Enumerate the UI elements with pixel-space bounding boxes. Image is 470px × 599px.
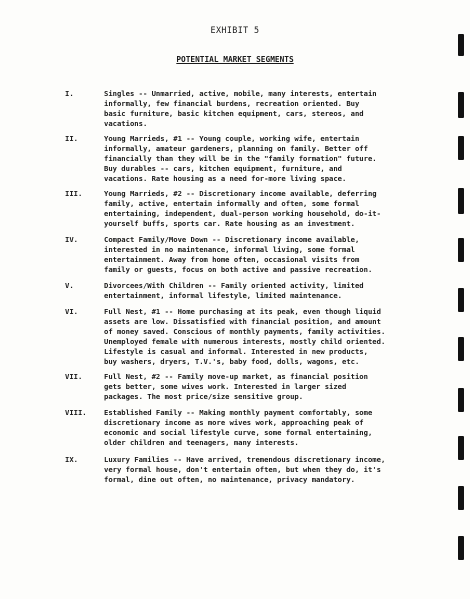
segment-description [104, 235, 412, 275]
segment-line: Compact Family/Move Down -- Discretionary income available, [104, 235, 360, 244]
segment-line: assets are low. Dissatisfied with financial position, and amount [104, 317, 381, 327]
segment-line: formal, dine out often, no maintenance, privacy mandatory. [104, 475, 355, 485]
scan-mark [458, 337, 464, 361]
scan-mark [458, 238, 464, 262]
segment-line: family, active, entertain informally and often, some formal [104, 199, 360, 209]
segment-numeral: II. [65, 134, 78, 143]
segment-line: Divorcees/With Children -- Family oriented activity, limited [104, 281, 364, 290]
scan-mark [458, 34, 464, 56]
segment-description [104, 372, 412, 402]
segment-line: Full Nest, #1 -- Home purchasing at its peak, even though liquid [104, 307, 381, 316]
scan-mark [458, 536, 464, 560]
segment-description [104, 455, 412, 485]
segment-numeral: III. [65, 189, 83, 198]
scan-mark [458, 388, 464, 412]
segment-description [104, 408, 412, 448]
segment-line: entertaining, independent, dual-person working household, do-it- [104, 209, 381, 219]
segment-description [104, 281, 412, 301]
segment-description [104, 134, 412, 184]
segment-numeral: V. [65, 281, 74, 290]
segment-numeral: VII. [65, 372, 83, 381]
segment-line: Full Nest, #2 -- Family move-up market, as financial position [104, 372, 368, 381]
segment-line: Young Marrieds, #2 -- Discretionary income available, deferring [104, 189, 377, 198]
segment-line: Buy durables -- cars, kitchen equipment, furniture, and [104, 164, 342, 174]
segment-line: family or guests, focus on both active and passive recreation. [104, 265, 373, 275]
scan-mark [458, 92, 464, 118]
segment-line: older children and teenagers, many interests. [104, 438, 299, 448]
segment-line: buy washers, dryers, T.V.'s, baby food, dolls, wagons, etc. [104, 357, 360, 367]
segment-line: entertainment, informal lifestyle, limited maintenance. [104, 291, 342, 301]
segment-line: entertainment. Away from home often, occasional visits from [104, 255, 360, 265]
segment-line: gets better, some wives work. Interested in larger sized [104, 382, 347, 392]
segment-line: packages. The most price/size sensitive group. [104, 392, 304, 402]
segment-line: Lifestyle is casual and informal. Interested in new products, [104, 347, 368, 357]
segment-line: Unemployed female with numerous interests, mostly child oriented. [104, 337, 386, 347]
page-title: POTENTIAL MARKET SEGMENTS [176, 55, 294, 64]
segment-numeral: IV. [65, 235, 78, 244]
scan-mark [458, 188, 464, 214]
segment-line: very formal house, don't entertain often, but when they do, it's [104, 465, 381, 475]
segment-line: discretionary income as more wives work, approaching peak of [104, 418, 364, 428]
segment-line: Established Family -- Making monthly payment comfortably, some [104, 408, 373, 417]
segment-description [104, 307, 412, 368]
segment-line: Young Marrieds, #1 -- Young couple, working wife, entertain [104, 134, 360, 143]
scan-mark [458, 436, 464, 460]
segment-line: informally, few financial burdens, recreation oriented. Buy [104, 99, 360, 109]
segment-line: vacations. [104, 119, 148, 129]
segment-numeral: VIII. [65, 408, 87, 417]
segment-line: vacations. Rate housing as a need for-more living space. [104, 174, 347, 184]
segment-numeral: I. [65, 89, 74, 98]
scan-mark [458, 486, 464, 510]
segment-line: financially than they will be in the "family formation" future. [104, 154, 377, 164]
segment-line: yourself buffs, sports car. Rate housing as an investment. [104, 219, 355, 229]
segment-line: interested in no maintenance, informal living, some formal [104, 245, 355, 255]
segment-line: Singles -- Unmarried, active, mobile, many interests, entertain [104, 89, 377, 98]
segment-line: informally, amateur gardeners, planning on family. Better off [104, 144, 368, 154]
segment-description [104, 89, 412, 129]
exhibit-label: EXHIBIT 5 [210, 25, 260, 35]
segment-numeral: IX. [65, 455, 78, 464]
segment-line: of money saved. Conscious of monthly payments, family activities. [104, 327, 386, 337]
segment-numeral: VI. [65, 307, 78, 316]
scan-mark [458, 288, 464, 312]
segment-line: economic and social lifestyle curve, some formal entertaining, [104, 428, 373, 438]
scan-mark [458, 136, 464, 160]
segment-line: Luxury Families -- Have arrived, tremendous discretionary income, [104, 455, 386, 464]
segment-description [104, 189, 412, 229]
segment-line: basic furniture, basic kitchen equipment, cars, stereos, and [104, 109, 364, 119]
